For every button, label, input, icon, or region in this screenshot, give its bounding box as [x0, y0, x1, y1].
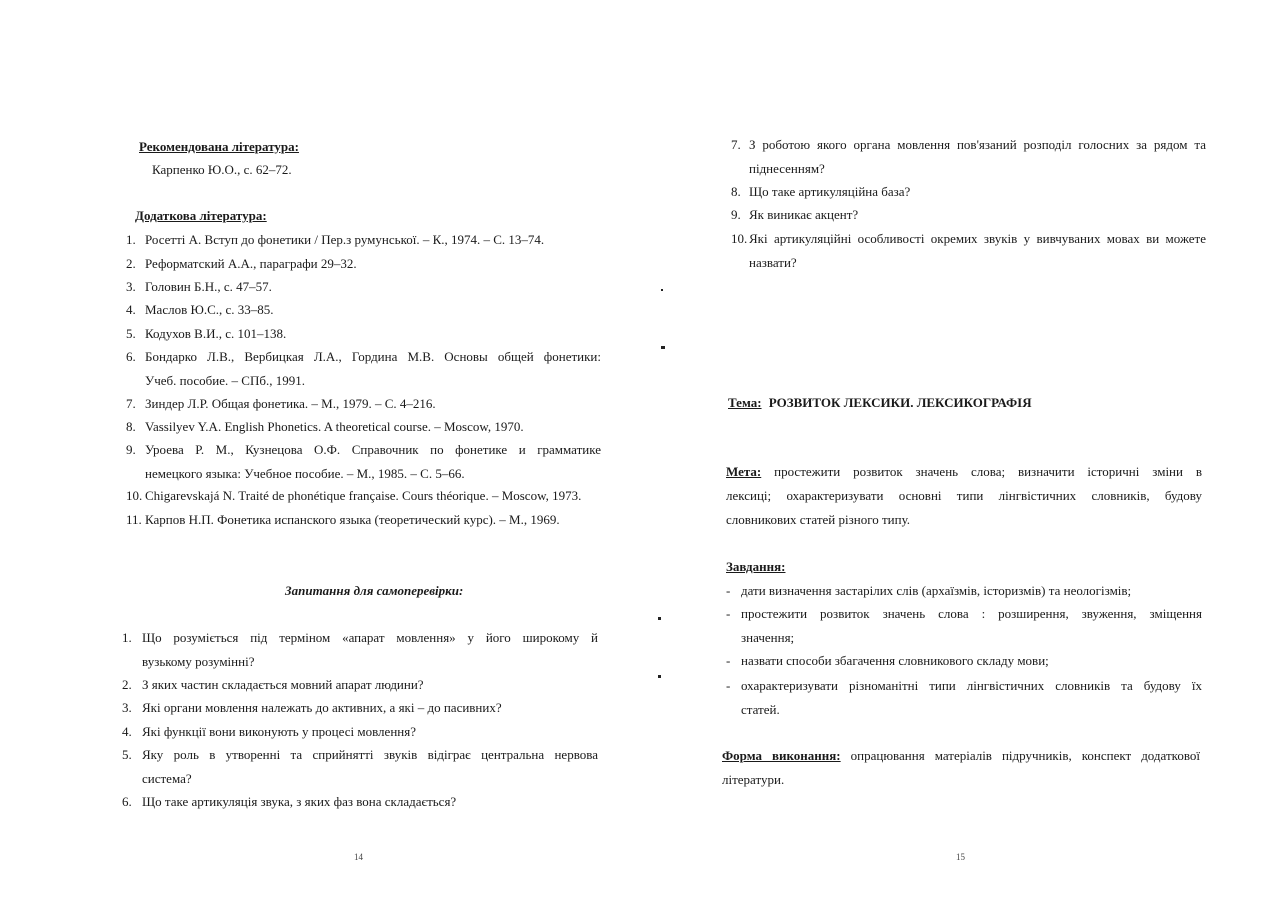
form-label: Форма виконання:: [722, 748, 841, 763]
task-item-number: -: [726, 583, 731, 598]
question-item-text: система?: [142, 771, 192, 786]
literature-item-text: Росетті А. Вступ до фонетики / Пер.з румунської. – К., 1974. – С. 13–74.: [145, 232, 545, 247]
literature-item-number: 9.: [126, 442, 136, 457]
question-item-number: 9.: [731, 207, 741, 222]
question-item-text: піднесенням?: [749, 161, 825, 176]
task-item-text: охарактеризувати різноманітні типи лінгвістичних словників та будову їх: [741, 678, 1202, 693]
task-item-number: -: [726, 678, 731, 693]
literature-item-text: Зиндер Л.Р. Общая фонетика. – М., 1979. – С. 4–216.: [145, 396, 436, 411]
literature-item-text: Учеб. пособие. – СПб., 1991.: [145, 373, 305, 388]
goal-text: словникових статей різного типу.: [726, 512, 911, 527]
literature-item-number: 2.: [126, 256, 136, 271]
question-item-text: Що таке артикуляція звука, з яких фаз вона складається?: [142, 794, 457, 809]
goal-line: [726, 464, 1202, 480]
topic-line: [728, 395, 1032, 411]
literature-item-number: 10.: [126, 488, 143, 503]
literature-item-text: Головин Б.Н., с. 47–57.: [145, 279, 272, 294]
literature-item-text: Кодухов В.И., с. 101–138.: [145, 326, 287, 341]
task-item-text: дати визначення застарілих слів (архаїзмів, історизмів) та неологізмів;: [741, 583, 1132, 598]
goal-text: лексиці; охарактеризувати основні типи лінгвістичних словників, будову: [726, 488, 1202, 503]
literature-item-text: Уроева Р. М., Кузнецова О.Ф. Справочник по фонетике и грамматике: [145, 442, 601, 457]
literature-item-text: Реформатский А.А., параграфи 29–32.: [145, 256, 357, 271]
literature-item-number: 8.: [126, 419, 136, 434]
question-item-text: З яких частин складається мовний апарат людини?: [142, 677, 424, 692]
topic-title: РОЗВИТОК ЛЕКСИКИ. ЛЕКСИКОГРАФІЯ: [768, 395, 1032, 410]
page-number-left: 14: [354, 852, 363, 862]
form-text: опрацювання матеріалів підручників, конспект додаткової: [840, 748, 1200, 763]
literature-item-number: 11.: [126, 512, 142, 527]
goal-text: простежити розвиток значень слова; визначити історичні зміни в: [761, 464, 1202, 479]
question-item-number: 4.: [122, 724, 132, 739]
literature-item-text: Бондарко Л.В., Вербицкая Л.А., Гордина М.В. Основы общей фонетики:: [145, 349, 601, 364]
task-item-text: статей.: [741, 702, 780, 717]
question-item-text: Що таке артикуляційна база?: [749, 184, 911, 199]
question-item-number: 7.: [731, 137, 741, 152]
question-item-text: Які функції вони виконують у процесі мовлення?: [142, 724, 416, 739]
literature-item-number: 7.: [126, 396, 136, 411]
recommended-literature-item: Карпенко Ю.О., с. 62–72.: [152, 162, 292, 177]
task-item-text: простежити розвиток значень слова : розширення, звуження, зміщення: [741, 606, 1202, 621]
literature-item-text: Vassilyev Y.A. English Phonetics. A theoretical course. – Moscow, 1970.: [145, 419, 524, 434]
recommended-literature-heading: Рекомендована література:: [139, 139, 299, 154]
question-item-text: Що розуміється під терміном «апарат мовлення» у його широкому й: [142, 630, 598, 645]
question-item-number: 10.: [731, 231, 748, 246]
literature-item-number: 4.: [126, 302, 136, 317]
page-number-right: 15: [956, 852, 965, 862]
form-line: [722, 748, 1200, 764]
tasks-heading: Завдання:: [726, 559, 786, 574]
task-item-text: значення;: [741, 630, 795, 645]
question-item-text: назвати?: [749, 255, 797, 270]
self-check-questions-heading: Запитання для самоперевірки:: [285, 583, 464, 598]
literature-item-number: 6.: [126, 349, 136, 364]
question-item-text: З роботою якого органа мовлення пов'язаний розподіл голосних за рядом та: [749, 137, 1206, 152]
question-item-number: 5.: [122, 747, 132, 762]
question-item-text: Які органи мовлення належать до активних, а які – до пасивних?: [142, 700, 502, 715]
task-item-number: -: [726, 606, 731, 621]
literature-item-text: Карпов Н.П. Фонетика испанского языка (теоретический курс). – М., 1969.: [145, 512, 560, 527]
question-item-number: 2.: [122, 677, 132, 692]
literature-item-text: Chigarevskajá N. Traité de phonétique française. Cours théorique. – Moscow, 1973.: [145, 488, 582, 503]
literature-item-number: 1.: [126, 232, 136, 247]
question-item-text: вузькому розумінні?: [142, 654, 255, 669]
literature-item-text: немецкого языка: Учебное пособие. – М., 1985. – С. 5–66.: [145, 466, 465, 481]
goal-label: Мета:: [726, 464, 762, 479]
task-item-number: -: [726, 653, 731, 668]
question-item-number: 6.: [122, 794, 132, 809]
task-item-text: назвати способи збагачення словникового складу мови;: [741, 653, 1049, 668]
question-item-text: Які артикуляційні особливості окремих звуків у вивчуваних мовах ви можете: [749, 231, 1206, 246]
question-item-text: Яку роль в утворенні та сприйнятті звуків відіграє центральна нервова: [142, 747, 598, 762]
literature-item-number: 5.: [126, 326, 136, 341]
question-item-number: 8.: [731, 184, 741, 199]
topic-label: Тема:: [728, 395, 762, 410]
question-item-text: Як виникає акцент?: [749, 207, 859, 222]
literature-item-number: 3.: [126, 279, 136, 294]
form-text: літератури.: [722, 772, 785, 787]
question-item-number: 1.: [122, 630, 132, 645]
question-item-number: 3.: [122, 700, 132, 715]
right-page: [632, 0, 1264, 918]
additional-literature-heading: Додаткова література:: [135, 208, 267, 223]
literature-item-text: Маслов Ю.С., с. 33–85.: [145, 302, 274, 317]
